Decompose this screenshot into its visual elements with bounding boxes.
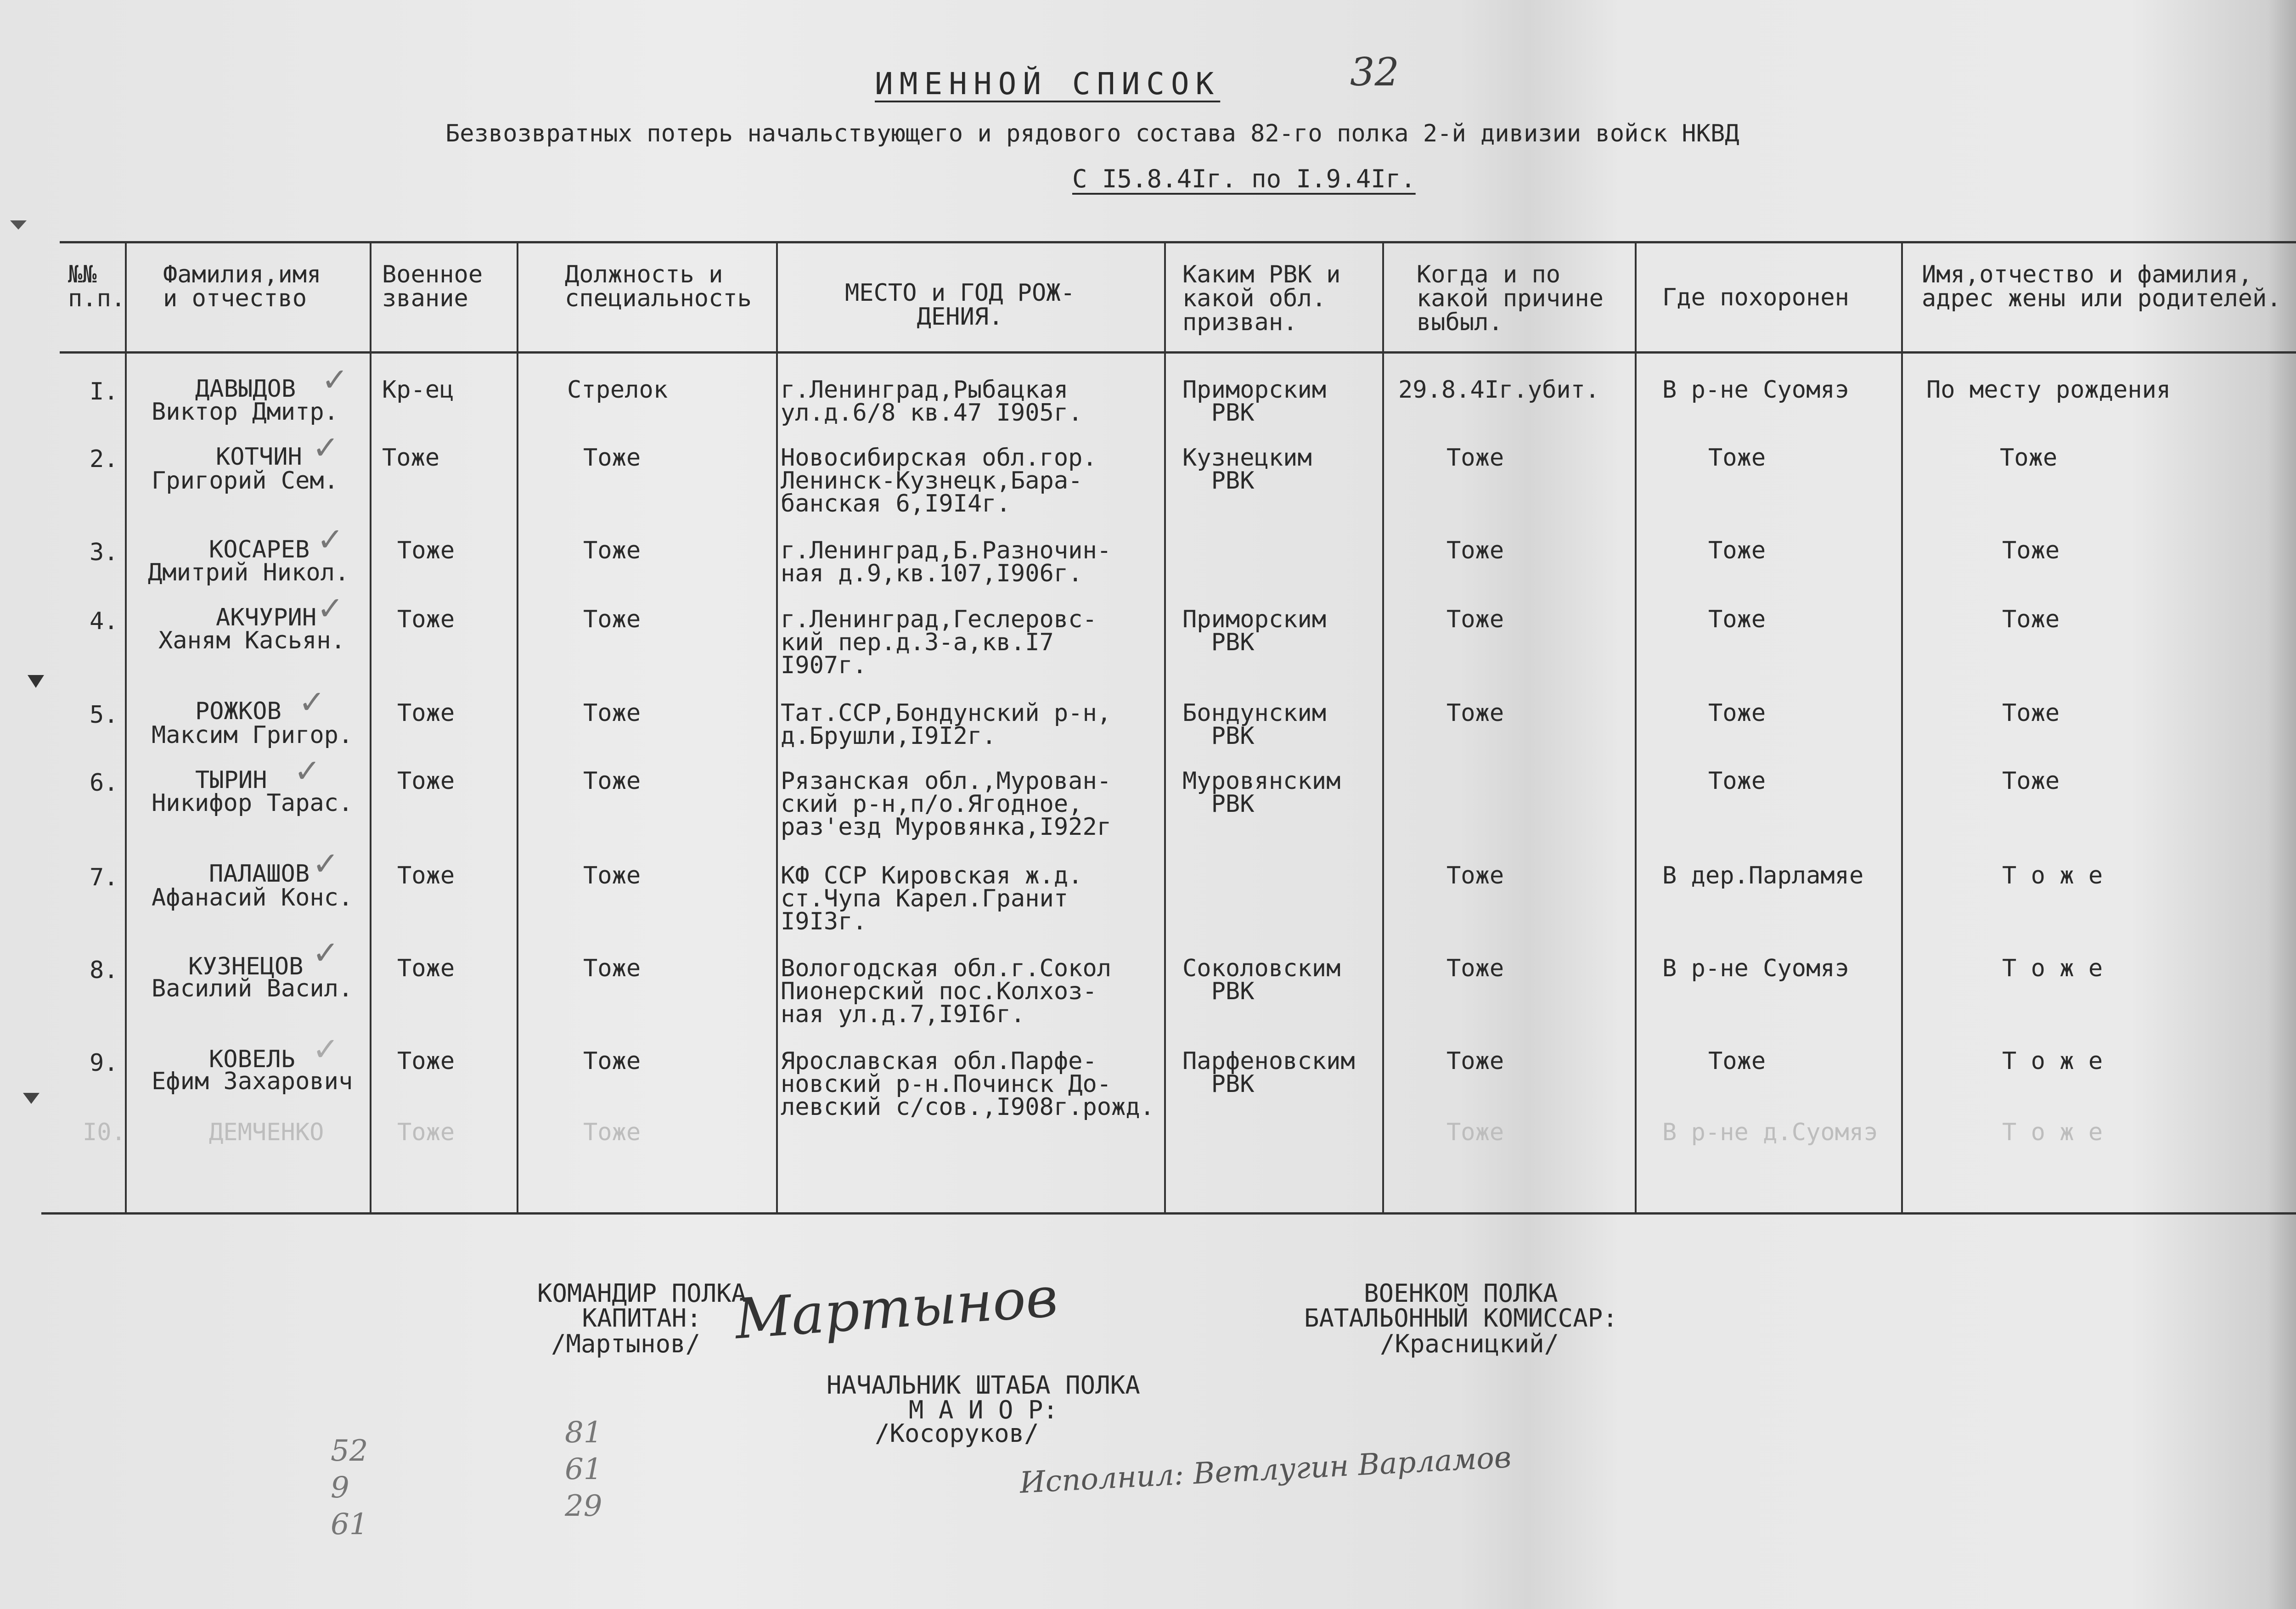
checkmark-icon: ✓ — [294, 752, 321, 790]
row-when: Тоже — [1446, 1047, 1504, 1075]
row-when: Тоже — [1446, 537, 1504, 564]
column-header-position: Должность и специальность — [565, 261, 752, 312]
faded-row-position: Тоже — [583, 1119, 641, 1146]
table-row-number: I. — [90, 378, 118, 405]
row-when: 29.8.4Iг.убит. — [1398, 376, 1600, 404]
row-birthplace: Новосибирская обл.гор. Ленинск-Кузнецк,Бара- банская 6,I9I4г. — [781, 444, 1097, 518]
row-position: Тоже — [583, 699, 641, 727]
page-number: 32 — [1350, 50, 1399, 95]
row-given-name: Ханям Касьян. — [158, 627, 345, 654]
table-row-number: 9. — [90, 1049, 118, 1077]
row-given-name: Виктор Дмитр. — [152, 398, 338, 426]
row-rvk: Приморским РВК — [1182, 606, 1327, 656]
row-buried: В р-не Суомяэ — [1662, 376, 1849, 404]
row-given-name: Ефим Захарович — [152, 1068, 353, 1095]
column-divider — [776, 241, 778, 1212]
row-relatives: Тоже — [2002, 606, 2060, 633]
commander-signature: Мартынов — [732, 1265, 1060, 1352]
row-surname: КУЗНЕЦОВ — [188, 953, 304, 980]
row-rank: Тоже — [382, 444, 440, 472]
margin-note-right: 81 61 29 — [565, 1416, 602, 1523]
table-row-number: 6. — [90, 769, 118, 797]
row-surname: ДАВЫДОВ — [195, 375, 296, 403]
row-rvk: Парфеновским РВК — [1182, 1047, 1355, 1098]
row-given-name: Никифор Тарас. — [152, 789, 353, 817]
faded-row-when: Тоже — [1446, 1119, 1504, 1146]
chief-of-staff-name: /Косоруков/ — [875, 1419, 1039, 1448]
row-rvk: Муровянским РВК — [1182, 767, 1341, 818]
row-buried: Тоже — [1708, 537, 1766, 564]
document-title: ИМЕННОЙ СПИСОК — [875, 66, 1221, 101]
row-birthplace: г.Ленинград,Б.Разночин- ная д.9,кв.107,I906г. — [781, 537, 1112, 587]
margin-mark — [23, 1093, 39, 1104]
row-rank: Тоже — [397, 606, 455, 633]
column-divider — [1901, 241, 1903, 1212]
checkmark-icon: ✓ — [298, 683, 326, 721]
row-position: Тоже — [583, 955, 641, 982]
row-position: Тоже — [583, 767, 641, 795]
table-row-number: 8. — [90, 956, 118, 984]
row-rvk: Соколовским РВК — [1182, 955, 1341, 1005]
row-surname: ТЫРИН — [195, 766, 267, 794]
column-divider — [1164, 241, 1166, 1212]
row-surname: КОСАРЕВ — [209, 536, 310, 563]
row-rvk: Приморским РВК — [1182, 376, 1327, 427]
row-given-name: Афанасий Конс. — [152, 884, 353, 911]
checkmark-icon: ✓ — [312, 429, 339, 467]
checkmark-icon: ✓ — [312, 934, 339, 972]
faded-row-number: I0. — [83, 1119, 126, 1146]
table-row-number: 5. — [90, 701, 118, 729]
row-buried: Тоже — [1708, 1047, 1766, 1075]
row-relatives: Тоже — [2002, 699, 2060, 727]
row-given-name: Максим Григор. — [152, 721, 353, 749]
row-rank: Тоже — [397, 1047, 455, 1075]
row-rvk: Бондунским РВК — [1182, 699, 1327, 750]
commissar-title: ВОЕНКОМ ПОЛКА БАТАЛЬОННЫЙ КОМИССАР: — [1304, 1279, 1618, 1333]
row-when: Тоже — [1446, 862, 1504, 889]
margin-mark — [10, 220, 27, 230]
column-header-birth: МЕСТО и ГОД РОЖ- ДЕНИЯ. — [845, 279, 1075, 331]
row-rank: Тоже — [397, 699, 455, 727]
faded-row-name: ДЕМЧЕНКО — [209, 1119, 324, 1146]
row-birthplace: Тат.ССР,Бондунский р-н, д.Брушли,I9I2г. — [781, 699, 1112, 750]
commander-name: /Мартынов/ — [551, 1329, 701, 1358]
row-rank: Тоже — [397, 537, 455, 564]
document-subtitle: Безвозвратных потерь начальствующего и рядового состава 82-го полка 2-й дивизии войск НКВД — [445, 120, 1739, 147]
table-bottom-border — [41, 1212, 2296, 1215]
row-buried: В р-не Суомяэ — [1662, 955, 1849, 982]
column-divider — [370, 241, 371, 1212]
row-position: Тоже — [583, 537, 641, 564]
column-divider — [1382, 241, 1384, 1212]
row-when: Тоже — [1446, 444, 1504, 472]
row-rank: Тоже — [397, 862, 455, 889]
row-when: Тоже — [1446, 606, 1504, 633]
row-position: Тоже — [583, 606, 641, 633]
row-rank: Кр-ец — [382, 376, 454, 404]
checkmark-icon: ✓ — [317, 590, 344, 627]
column-divider — [1635, 241, 1637, 1212]
commissar-name: /Красницкий/ — [1380, 1329, 1559, 1358]
row-relatives: Т о ж е — [2002, 955, 2103, 982]
row-relatives: Т о ж е — [2002, 862, 2103, 889]
row-relatives: Тоже — [2002, 537, 2060, 564]
row-relatives: Тоже — [2002, 767, 2060, 795]
margin-mark — [28, 675, 44, 688]
row-buried: В дер.Парламяе — [1662, 862, 1864, 889]
row-rvk: Кузнецким РВК — [1182, 444, 1312, 495]
column-divider — [517, 241, 518, 1212]
column-header-rvk: Каким РВК и какой обл. призван. — [1182, 261, 1341, 336]
column-header-relatives: Имя,отчество и фамилия, адрес жены или родителей. — [1922, 261, 2281, 312]
faded-row-relatives: Т о ж е — [2002, 1119, 2103, 1146]
executor-note: Исполнил: Ветлугин Варламов — [1019, 1440, 1512, 1500]
chief-of-staff-title: НАЧАЛЬНИК ШТАБА ПОЛКА М А И О Р: — [827, 1371, 1140, 1424]
row-birthplace: г.Ленинград,Рыбацкая ул.д.6/8 кв.47 I905г. — [781, 376, 1083, 427]
row-rank: Тоже — [397, 955, 455, 982]
table-header-border — [60, 351, 2296, 354]
commander-title: КОМАНДИР ПОЛКА КАПИТАН: — [537, 1279, 747, 1333]
row-buried: Тоже — [1708, 767, 1766, 795]
table-row-number: 7. — [90, 864, 118, 891]
column-header-number: №№ п.п. — [68, 261, 126, 312]
row-buried: Тоже — [1708, 699, 1766, 727]
row-relatives: По месту рождения — [1926, 376, 2171, 404]
table-row-number: 4. — [90, 608, 118, 635]
faded-row-rank: Тоже — [397, 1119, 455, 1146]
row-given-name: Василий Васил. — [152, 975, 353, 1002]
row-given-name: Дмитрий Никол. — [148, 559, 349, 586]
row-rank: Тоже — [397, 767, 455, 795]
row-position: Тоже — [583, 862, 641, 889]
row-birthplace: Рязанская обл.,Мурован- ский р-н,п/о.Ягодное, раз'езд Муровянка,I922г — [781, 767, 1112, 841]
row-birthplace: г.Ленинград,Геслеровс- кий пер.д.3-а,кв.I7 I907г. — [781, 606, 1097, 679]
row-buried: Тоже — [1708, 444, 1766, 472]
row-birthplace: Вологодская обл.г.Сокол Пионерский пос.Колхоз- ная ул.д.7,I9I6г. — [781, 955, 1112, 1028]
column-header-name: Фамилия,имя и отчество — [163, 261, 321, 312]
row-surname: РОЖКОВ — [195, 698, 281, 725]
table-top-border — [60, 241, 2296, 243]
table-row-number: 3. — [90, 539, 118, 566]
table-row-number: 2. — [90, 445, 118, 473]
row-when: Тоже — [1446, 955, 1504, 982]
checkmark-icon: ✓ — [312, 1030, 339, 1068]
row-relatives: Т о ж е — [2002, 1047, 2103, 1075]
column-header-when: Когда и по какой причине выбыл. — [1417, 261, 1604, 336]
row-position: Тоже — [583, 1047, 641, 1075]
row-birthplace: КФ ССР Кировская ж.д. ст.Чупа Карел.Гранит I9I3г. — [781, 862, 1083, 935]
row-given-name: Григорий Сем. — [152, 467, 338, 495]
column-divider — [125, 241, 127, 1212]
faded-row-buried: В р-не д.Суомяэ — [1662, 1119, 1878, 1146]
checkmark-icon: ✓ — [321, 361, 349, 399]
row-position: Тоже — [583, 444, 641, 472]
row-surname: АКЧУРИН — [216, 604, 317, 631]
row-surname: КОВЕЛЬ — [209, 1046, 295, 1073]
checkmark-icon: ✓ — [312, 845, 339, 883]
row-position: Стрелок — [567, 376, 668, 404]
row-surname: КОТЧИН — [216, 443, 302, 471]
column-header-buried: Где похоронен — [1662, 284, 1849, 311]
row-surname: ПАЛАШОВ — [209, 860, 310, 888]
column-header-rank: Военное звание — [382, 261, 483, 312]
document-period: С I5.8.4Iг. по I.9.4Iг. — [1072, 164, 1416, 193]
row-birthplace: Ярославская обл.Парфе- новский р-н.Починск До- левский с/сов.,I908г.рожд. — [781, 1047, 1154, 1121]
row-relatives: Тоже — [2000, 444, 2058, 472]
row-when: Тоже — [1446, 699, 1504, 727]
row-buried: Тоже — [1708, 606, 1766, 633]
checkmark-icon: ✓ — [317, 521, 344, 558]
margin-note-left: 52 9 61 — [331, 1434, 368, 1541]
